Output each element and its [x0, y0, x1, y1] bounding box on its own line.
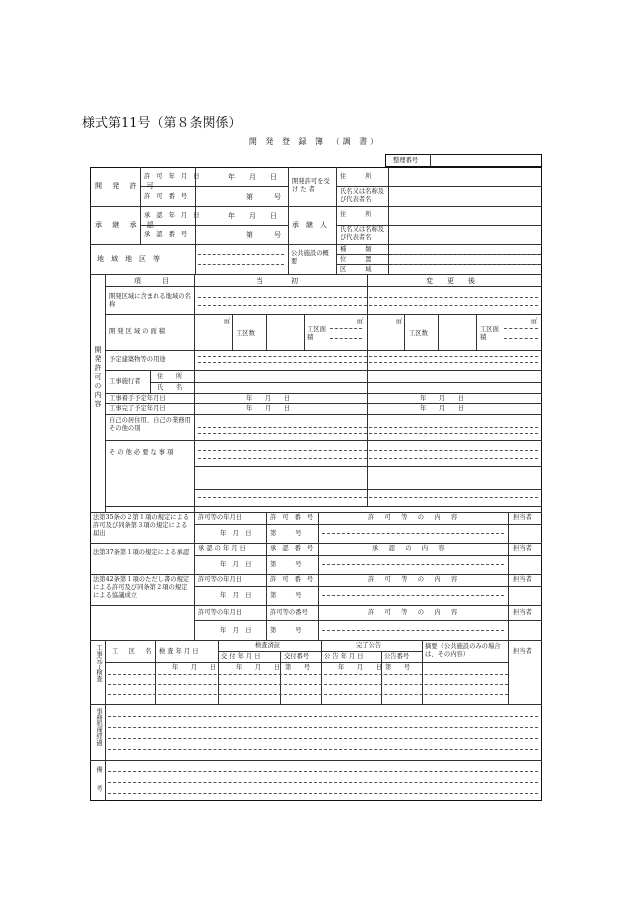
- law42-date-label: 許可等の年月日: [198, 576, 243, 583]
- law42-date-value: 年 月 日: [220, 592, 252, 599]
- notice-header: 完了公告: [356, 642, 382, 649]
- recipient-address-label: 住 所: [340, 173, 372, 180]
- law35-date-value: 年 月 日: [220, 530, 252, 537]
- purpose-label: 予定建築物等の用途: [109, 356, 166, 363]
- law37-date-label: 承 認 の 年 月 日: [198, 545, 246, 552]
- form-title: 様式第11号（第８条関係）: [82, 116, 242, 131]
- summary-header: 摘要（公共施設のみの場合は、その内容）: [425, 643, 501, 658]
- remarks-label: 備 考: [95, 766, 102, 792]
- law35-content-label: 許 可 等 の 内 容: [368, 514, 460, 521]
- successor-label: 承 継 人: [292, 221, 327, 229]
- processing-history-label: 事務処理経過: [95, 708, 102, 746]
- certified-header: 検査済証: [255, 642, 281, 649]
- law37-staff-label: 担当者: [513, 545, 532, 552]
- law37-no-value: 第 号: [270, 561, 302, 568]
- inspection-staff-header: 担当者: [513, 648, 532, 655]
- contractor-name-label: 氏 名: [157, 384, 183, 391]
- location-label: 位 置: [340, 256, 372, 263]
- law37-no-label: 承 認 番 号: [270, 545, 316, 552]
- area-section-label: 区 域: [340, 266, 372, 273]
- inspection-date-header: 検 査 年 月 日: [159, 648, 199, 655]
- permit-date-value: 年 月 日: [228, 173, 277, 181]
- start-date-label: 工事着手予定年月日: [109, 395, 166, 402]
- approval-label: 承 継 承 認: [95, 221, 158, 229]
- extra-no-label: 許可等の番号: [270, 609, 308, 616]
- after-complete-date: 年 月 日: [420, 405, 465, 412]
- successor-address-label: 住 所: [340, 211, 372, 218]
- approval-date-value: 年 月 日: [228, 212, 277, 220]
- ref-number-label: 整理番号: [393, 157, 419, 164]
- other-matters-label: そ の 他 必 要 な 事 項: [109, 449, 174, 456]
- dev-area-label: 開 発 区 域 の 面 積: [109, 328, 166, 335]
- extra-date-value: 年 月 日: [220, 627, 252, 634]
- public-facility-label: 公共施設の概 要: [291, 250, 348, 265]
- issue-date-value: 年 月 日: [236, 664, 281, 671]
- kind-label: 種 類: [340, 246, 372, 253]
- notice-date-header: 公 告 年 月 日: [324, 653, 364, 660]
- own-use-label: 自己の居住用、自己の業務用その他の別: [109, 417, 191, 432]
- contractor-label: 工事施行者: [109, 378, 141, 385]
- section-name-header: 工 区 名: [112, 648, 154, 655]
- contractor-address-label: 住 所: [157, 373, 183, 380]
- initial-complete-date: 年 月 日: [246, 405, 291, 412]
- issue-no-value: 第 号: [285, 664, 311, 671]
- law42-no-label: 許 可 番 号: [270, 576, 316, 583]
- permit-no-value: 第 号: [246, 193, 281, 201]
- after-header: 変 更 後: [426, 277, 475, 285]
- extra-date-label: 許可等の年月日: [198, 609, 243, 616]
- issue-date-header: 交 付 年 月 日: [221, 653, 261, 660]
- notice-no-header: 公告番号: [384, 653, 410, 660]
- notice-date-value: 年 月 日: [338, 664, 383, 671]
- extra-staff-label: 担当者: [513, 609, 532, 616]
- law35-staff-label: 担当者: [513, 514, 532, 521]
- item-header: 項 目: [134, 277, 169, 285]
- zone-label: 地 域 地 区 等: [97, 255, 160, 263]
- law37-content-label: 承 認 の 内 容: [372, 545, 447, 552]
- law35-date-label: 許可等の年月日: [198, 514, 243, 521]
- complete-date-label: 工事完了予定年月日: [109, 405, 166, 412]
- law35-label: 法第35条の２第１項の規定による許可及び同条第３項の規定による届出: [93, 514, 190, 537]
- recipient-label: 開発許可を受 け た 者: [292, 178, 330, 193]
- law42-staff-label: 担当者: [513, 576, 532, 583]
- law37-label: 法第37条第１項の規定による承認: [93, 549, 190, 556]
- after-start-date: 年 月 日: [420, 395, 465, 402]
- after-section-m2-unit: ㎡: [531, 318, 538, 325]
- inspection-date-value: 年 月 日: [172, 664, 217, 671]
- form-heading: 開 発 登 録 簿 （調 書）: [248, 137, 382, 146]
- law42-label: 法第42条第１項のただし書の規定による許可及び同条第２項の規定による協議成立: [93, 576, 190, 599]
- successor-name-label: 氏名又は名称及び代表者名: [340, 226, 385, 241]
- approval-no-label: 承 認 番 号: [144, 231, 190, 238]
- extra-no-value: 第 号: [270, 627, 302, 634]
- initial-header: 当 初: [256, 277, 298, 285]
- notice-no-value: 第 号: [385, 664, 411, 671]
- after-section-count-label: 工区数: [409, 330, 428, 337]
- law42-content-label: 許 可 等 の 内 容: [368, 576, 460, 583]
- included-area-label: 開発区域に含まれる地域の名称: [109, 293, 191, 308]
- initial-section-area-label: 工区面積: [307, 326, 326, 341]
- initial-section-count-label: 工区数: [236, 330, 255, 337]
- initial-section-m2-unit: ㎡: [357, 318, 364, 325]
- law35-no-value: 第 号: [270, 530, 302, 537]
- approval-date-label: 承 認 年 月 日: [144, 212, 202, 219]
- issue-no-header: 交付番号: [284, 653, 310, 660]
- permit-no-label: 許 可 番 号: [144, 193, 190, 200]
- approval-no-value: 第 号: [246, 231, 281, 239]
- dev-permit-content-label: 開発許可の内容: [94, 346, 102, 409]
- completion-inspection-label: 工事完了検査: [95, 644, 102, 682]
- law42-no-value: 第 号: [270, 592, 302, 599]
- extra-content-label: 許 可 等 の 内 容: [368, 609, 460, 616]
- recipient-name-label: 氏名又は名称及び代表者名: [340, 188, 385, 203]
- initial-m2-unit: ㎡: [224, 318, 231, 325]
- initial-start-date: 年 月 日: [246, 395, 291, 402]
- dev-permit-label: 開 発 許 可: [95, 182, 158, 190]
- law37-date-value: 年 月 日: [220, 561, 252, 568]
- law35-no-label: 許 可 番 号: [270, 514, 316, 521]
- after-m2-unit: ㎡: [396, 318, 403, 325]
- permit-date-label: 許 可 年 月 日: [144, 173, 202, 180]
- after-section-area-label: 工区面積: [480, 326, 499, 341]
